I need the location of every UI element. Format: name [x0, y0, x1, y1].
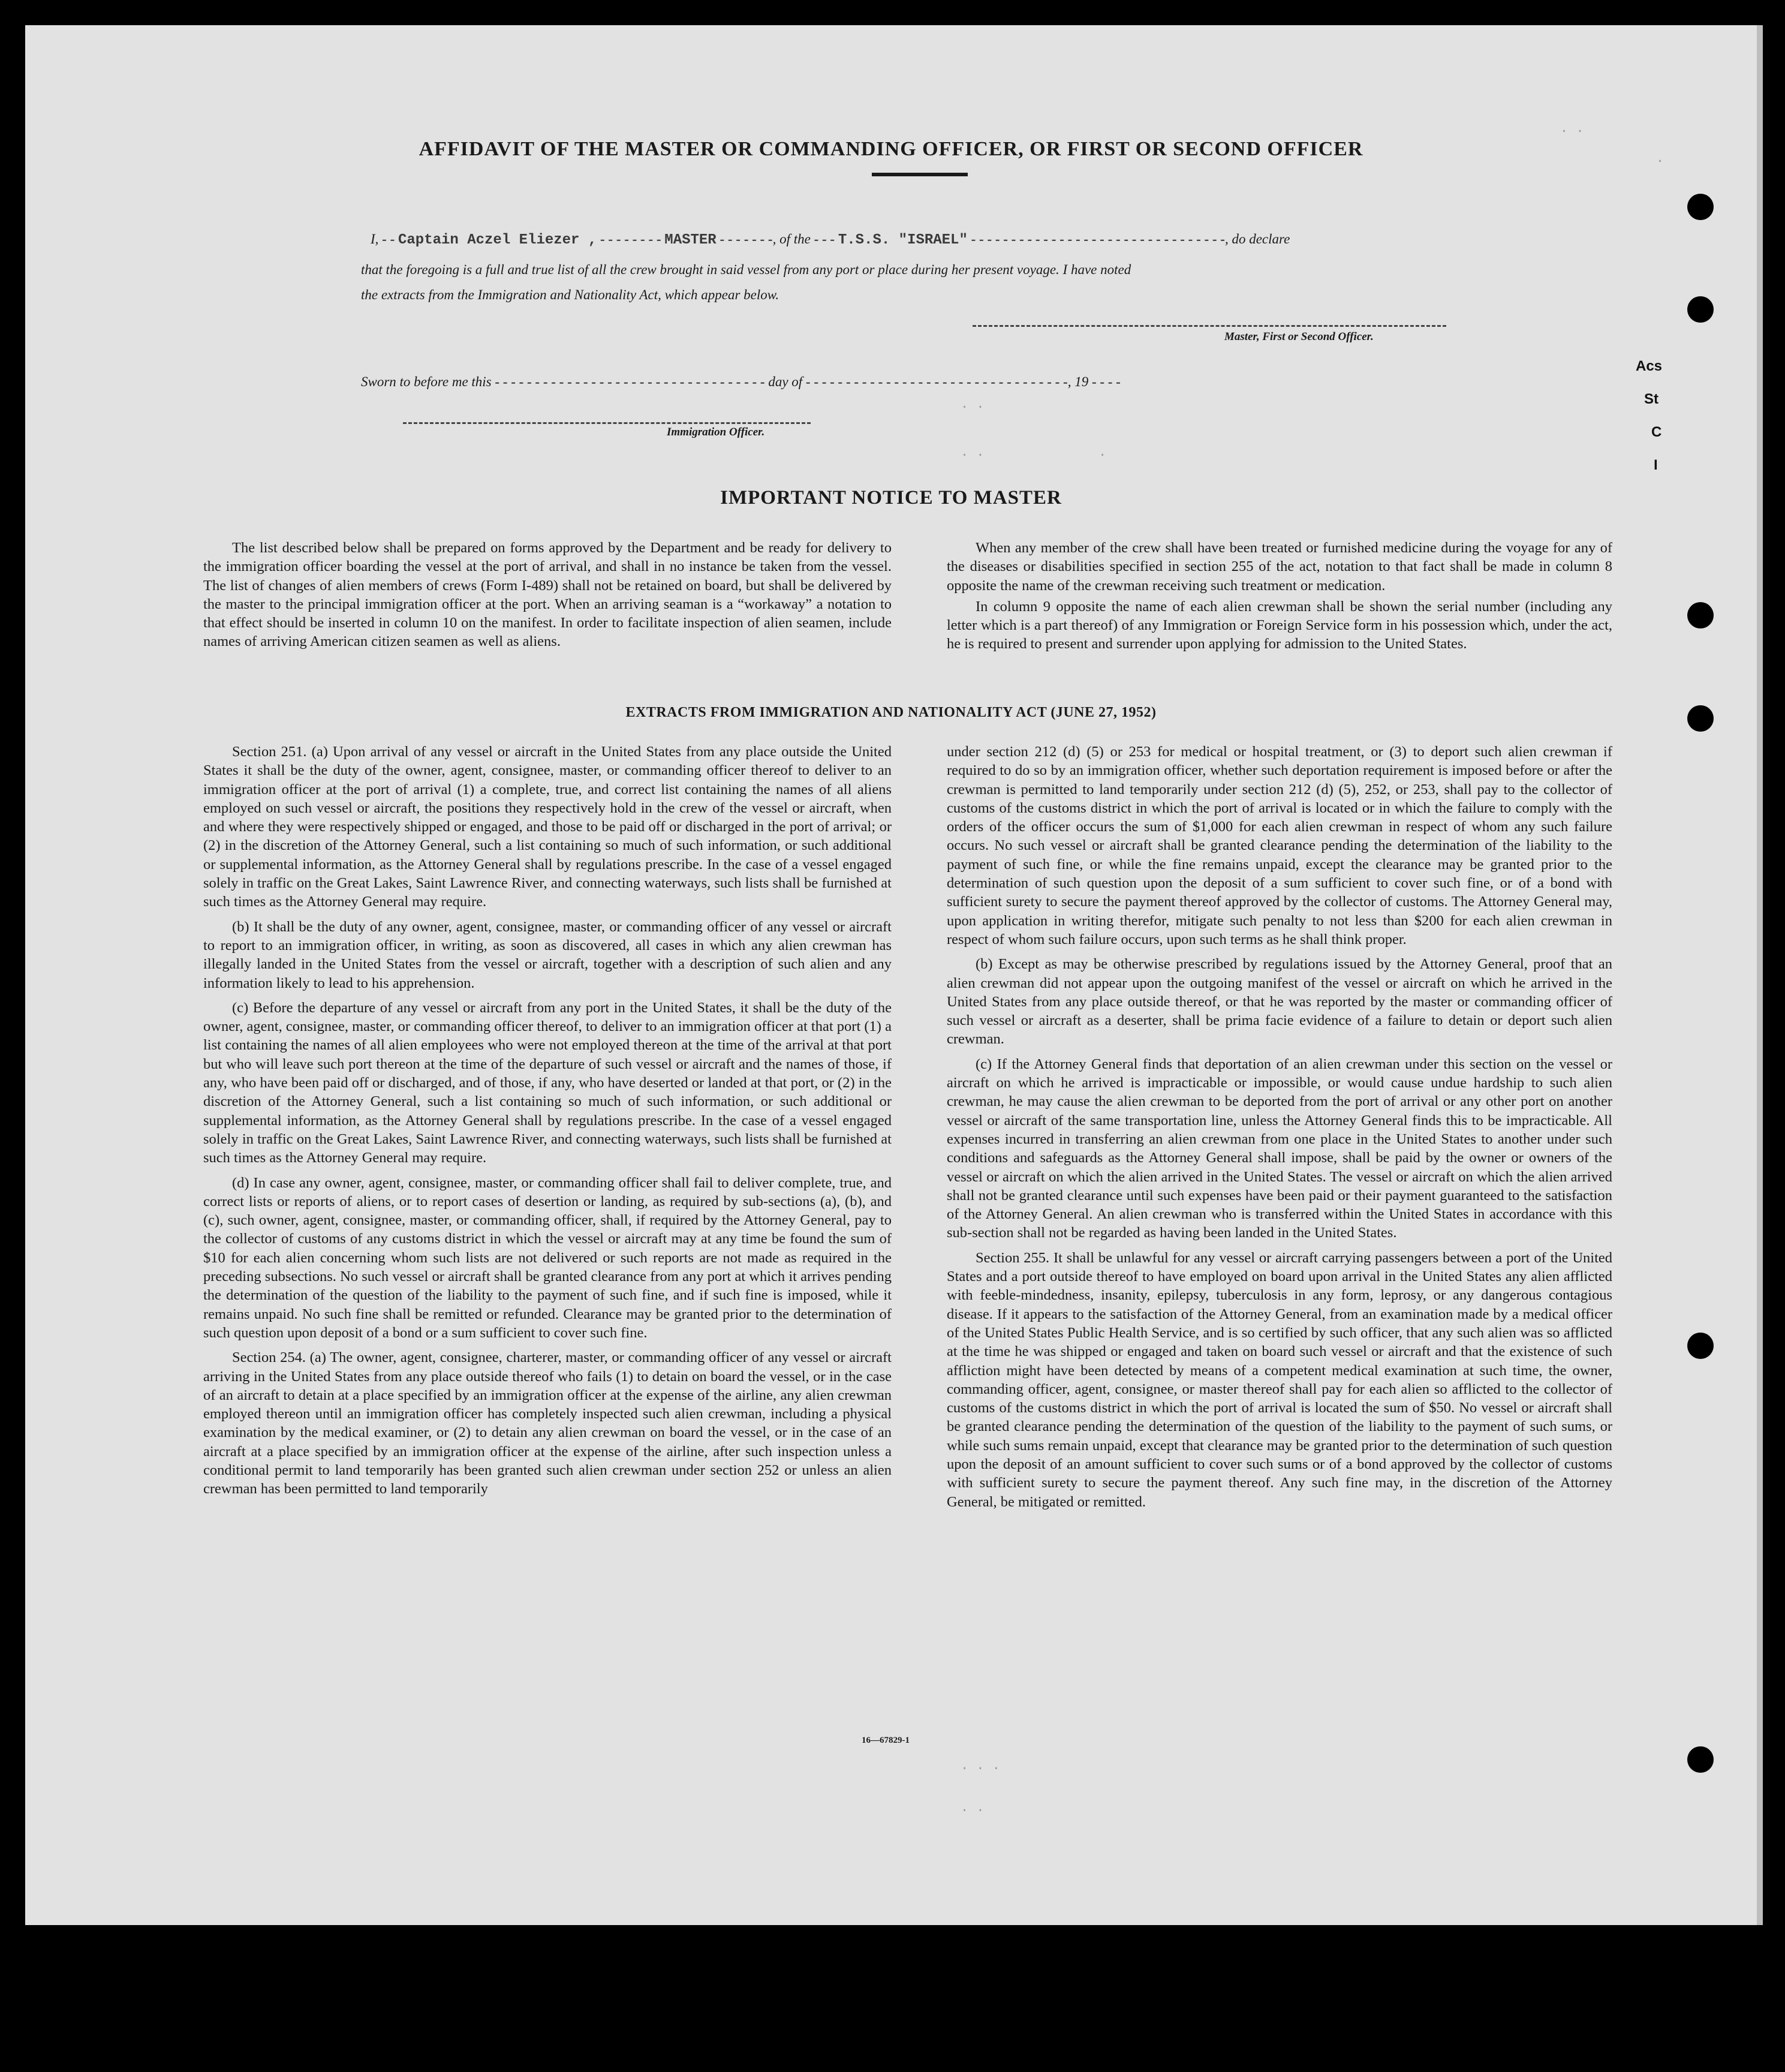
edge-mark: I — [1654, 457, 1658, 473]
section-paragraph: Section 255. It shall be unlawful for any vessel or aircraft carrying passengers between a port of the United States and a port outside thereof to have employed on board upon arrival in the United States any alien afflicted with feeble-mindedness, insanity, epilepsy, tuberculosis in any form, leprosy, or any dangerous contagious disease. If it appears to the satisfaction of the Attorney General, from an examination made by a medical officer of the United States Public Health Service, and is so certified by such officer, that any such alien was so afflicted at the time he was shipped or engaged and taken on board such vessel or aircraft and that the existence of such affliction might have been detected by means of a competent medical examination at such time, the owner, commanding officer, agent, consignee, or master thereof shall pay for each alien so afflicted to the collector of customs of the customs district in which the port of arrival is located the sum of $50. No vessel or aircraft shall be granted clearance pending the determination of the question of the liability to the payment of such sums, or while such sums remain unpaid, except that clearance may be granted prior to the determination of such question upon the deposit of an amount sufficient to cover such sums or of a bond approved by the collector of customs with sufficient surety to secure the payment thereof. Any such fine may, in the discretion of the Attorney General, be mitigated or remitted. — [947, 1249, 1612, 1510]
notice-title: IMPORTANT NOTICE TO MASTER — [720, 487, 1062, 509]
section-paragraph: (c) If the Attorney General finds that deportation of an alien crewman under this section on the vessel or aircraft on which he arrived is impracticable or impossible, or would cause undue hardship to such alien crewman, he may cause the alien crewman to be deported from the port of arrival or any other port on another vessel or aircraft of the same transportation line, unless the Attorney General finds this to be impracticable. All expenses incurred in transferring an alien crewman from one place in the United States to another under such conditions and safeguards as the Attorney General shall impose, shall be paid by the owner or owners of the vessel or aircraft on which the alien arrived in the United States. The vessel or aircraft on which the alien arrived shall not be granted clearance until such expenses have been paid or their payment guaranteed to the satisfaction of the Attorney General. An alien crewman who is transferred within the United States in accordance with this sub-section shall not be regarded as having been landed in the United States. — [947, 1055, 1612, 1241]
bleed-through-mark: . . — [961, 1800, 985, 1815]
section-paragraph: under section 212 (d) (5) or 253 for medical or hospital treatment, or (3) to deport such alien crewman if required to do so by an immigration officer, whether such deportation requirement is imposed before or after the crewman is permitted to land temporarily under section 212 (d) (5), 252, or 253, shall pay to the collector of customs of the customs district in which the port of arrival is located or in which the failure to comply with the orders of the officer occurs the sum of $1,000 for each alien crewman in respect of whom any such failure occurs. No such vessel or aircraft shall be granted clearance pending the determination of the liability to the payment of such fine, or while the fine remains unpaid, except the clearance may be granted prior to the determination of such question upon the deposit of a sum sufficient to cover such fine, or of a bond with sufficient surety to secure the payment thereof approved by the collector of customs. The Attorney General may, upon application in writing therefor, mitigate such penalty to not less than $200 for each alien crewman in respect of whom such failure occurs, upon such terms as he shall think proper. — [947, 744, 1612, 948]
notice-paragraph: The list described below shall be prepared on forms approved by the Department and be ready for delivery to the immigration officer boarding the vessel at the port of arrival, and shall in no instance be taken from the vessel. The list of changes of alien members of crews (Form I-489) shall not be retained on board, but shall be delivered by the master to the principal immigration officer at the port. When an arriving seaman is a “workaway” a notation to that effect should be inserted in column 10 on the manifest. In order to facilitate inspection of alien seamen, include names of arriving American citizen seamen as well as aliens. — [203, 540, 892, 650]
declaration-line-1 — [371, 231, 1290, 248]
section-paragraph: (c) Before the departure of any vessel or aircraft from any port in the United States, it shall be the duty of the owner, agent, consignee, master, or commanding officer thereof, to deliver to an immigration officer at that port (1) a list containing the names of all alien employees who were not employed thereon at the time of the arrival at that port but who will leave such port thereon at the time of the departure of such vessel or aircraft and the names of those, if any, who have been paid off or discharged, and of those, if any, who have deserted or landed at that port, or (2) in the discretion of the Attorney General, such a list containing so much of such information, or such additional or supplemental information, as the Attorney General shall by regulations prescribe. In the case of a vessel engaged solely in traffic on the Great Lakes, Saint Lawrence River, and connecting waterways, such lists shall be furnished at such times as the Attorney General may require. — [203, 999, 892, 1166]
bleed-through-mark: . . — [961, 397, 985, 412]
section-paragraph: Section 251. (a) Upon arrival of any vessel or aircraft in the United States from any place outside the United States it shall be the duty of the owner, agent, consignee, master, or commanding officer thereof to deliver to an immigration officer at the port of arrival (1) a complete, true, and correct list containing the names of all aliens employed on such vessel or aircraft, the positions they respectively hold in the crew of the vessel or aircraft, when and where they were respectively shipped or engaged, and those to be paid off or discharged in the port of arrival; or (2) in the discretion of the Attorney General, such a list containing so much of such information, or such additional or supplemental information, as the Attorney General shall by regulations prescribe. In the case of a vessel engaged solely in traffic on the Great Lakes, Saint Lawrence River, and connecting waterways, such lists shall be furnished at such times as the Attorney General may require. — [203, 744, 892, 910]
extracts-left-column — [203, 742, 892, 1505]
edge-mark: St — [1644, 391, 1658, 407]
dash-fill: - - - - - - - - - - - - - - - - - - - - - - - - - - - - - - - - - — [805, 374, 1068, 389]
dash-fill: - - - — [814, 231, 835, 246]
form-number: 16—67829-1 — [862, 1736, 910, 1745]
dash-fill: - - - - - - - - - - - - - - - - - - - - - - - - - - - - - - - - — [971, 231, 1225, 246]
binder-hole — [1687, 296, 1714, 323]
document-page — [25, 25, 1763, 1925]
master-rank: MASTER — [664, 232, 717, 248]
immigration-officer-caption: Immigration Officer. — [667, 426, 765, 438]
year-label: , 19 — [1067, 374, 1089, 389]
binder-hole — [1687, 1746, 1714, 1773]
extracts-title: EXTRACTS FROM IMMIGRATION AND NATIONALITY ACT (JUNE 27, 1952) — [625, 705, 1157, 720]
do-declare-label: , do declare — [1224, 231, 1290, 246]
notice-paragraph: When any member of the crew shall have been treated or furnished medicine during the voyage for any of the diseases or disabilities specified in section 255 of the act, notation to that fact shall be made in column 8 opposite the name of the crewman receiving such treatment or medication. — [947, 540, 1612, 594]
vessel-name: T.S.S. "ISRAEL" — [838, 232, 968, 248]
i-label: I, — [371, 231, 379, 246]
section-paragraph: (b) It shall be the duty of any owner, agent, consignee, master, or commanding officer of any vessel or aircraft to report to an immigration officer, in writing, as soon as discovered, all cases in which any alien crewman has illegally landed in the United States from the vessel or aircraft, together with a description of such alien and any information likely to lead to his apprehension. — [203, 918, 892, 991]
dash-fill: - - — [382, 231, 395, 246]
comma: , — [579, 232, 597, 248]
affidavit-title: AFFIDAVIT OF THE MASTER OR COMMANDING OFFICER, OR FIRST OR SECOND OFFICER — [419, 138, 1363, 160]
bleed-through-mark: . — [1656, 151, 1664, 166]
title-rule — [872, 173, 968, 176]
binder-hole — [1687, 602, 1714, 628]
sworn-label: Sworn to before me this — [361, 374, 492, 389]
dash-fill: - - - - - - - - - - - - - - - - - - - - - - - - - - - - - - - - - - — [495, 374, 765, 389]
section-paragraph: Section 254. (a) The owner, agent, consignee, charterer, master, or commanding officer of any vessel or aircraft arriving in the United States from any place outside thereof who fails (1) to detain on board the vessel, or in the case of an aircraft to detain at a place specified by an immigration officer at the expense of the airline, any alien crewman employed thereon until an immigration officer has completely inspected such alien crewman, including a physical examination by the medical examiner, or (2) to detain any alien crewman on board the vessel, or in the case of an aircraft at a place specified by an immigration officer at the expense of the airline, after such inspection unless a conditional permit to land temporarily has been granted such alien crewman under section 252 or unless an alien crewman has been permitted to land temporarily — [203, 1349, 892, 1497]
dash-fill: - - - - - - - - — [600, 231, 661, 246]
extracts-right-column — [947, 742, 1612, 1517]
dash-fill: - - - - — [1088, 374, 1121, 389]
bleed-through-mark: . . — [961, 445, 985, 460]
binder-hole — [1687, 1333, 1714, 1359]
bleed-through-mark: . . — [1560, 121, 1584, 136]
section-paragraph: (b) Except as may be otherwise prescribed by regulations issued by the Attorney General, proof that an alien crewman did not appear upon the outgoing manifest of the vessel or aircraft on which he arrived in the United States from any place outside thereof, or that he was reported by the master or commanding officer of such vessel or aircraft as a deserter, shall be prima facie evidence of a failure to detain or deport such alien crewman. — [947, 956, 1612, 1048]
notice-paragraph: In column 9 opposite the name of each alien crewman shall be shown the serial number (including any letter which is a part thereof) of any Immigration or Foreign Service form in his possession which, under the act, he is required to present and surrender upon applying for admission to the United States. — [947, 598, 1612, 652]
bleed-through-mark: . — [1098, 445, 1107, 460]
of-the-label: , of the — [772, 231, 811, 246]
declaration-line-2: that the foregoing is a full and true list of all the crew brought in said vessel from any port or place during her present voyage. I have noted — [361, 262, 1131, 277]
notice-right-column — [947, 539, 1612, 660]
edge-mark: C — [1651, 424, 1662, 440]
master-signature-caption: Master, First or Second Officer. — [1224, 330, 1374, 343]
day-of-label: day of — [768, 374, 803, 389]
binder-hole — [1687, 194, 1714, 220]
bleed-through-mark: . . . — [961, 1758, 1001, 1773]
immigration-officer-signature-line — [403, 422, 811, 424]
dash-fill: - - - - - - - — [720, 231, 773, 246]
edge-mark: Acs — [1636, 358, 1663, 374]
section-paragraph: (d) In case any owner, agent, consignee, master, or commanding officer shall fail to deliver complete, true, and correct lists or reports of aliens, or to report cases of desertion or landing, as required by sub-sections (a), (b), and (c), such owner, agent, consignee, master, or commanding officer, shall, if required by the Attorney General, pay to the collector of customs of any customs district in which the vessel or aircraft may at any time be found the sum of $10 for each alien concerning whom such lists are not delivered or such reports are not made as required in the preceding subsections. No such vessel or aircraft shall be granted clearance from any port at which it arrives pending the determination of the question of the liability to the payment of such fine, and if such fine is imposed, while it remains unpaid. No such fine shall be remitted or refunded. Clearance may be granted prior to the determination of such question upon deposit of a bond or a sum sufficient to cover such fine. — [203, 1174, 892, 1341]
master-signature-line — [973, 325, 1446, 327]
sworn-line — [361, 374, 1121, 390]
notice-left-column — [203, 539, 892, 657]
declaration-line-3: the extracts from the Immigration and Nationality Act, which appear below. — [361, 287, 779, 302]
master-name: Captain Aczel Eliezer — [398, 232, 580, 248]
